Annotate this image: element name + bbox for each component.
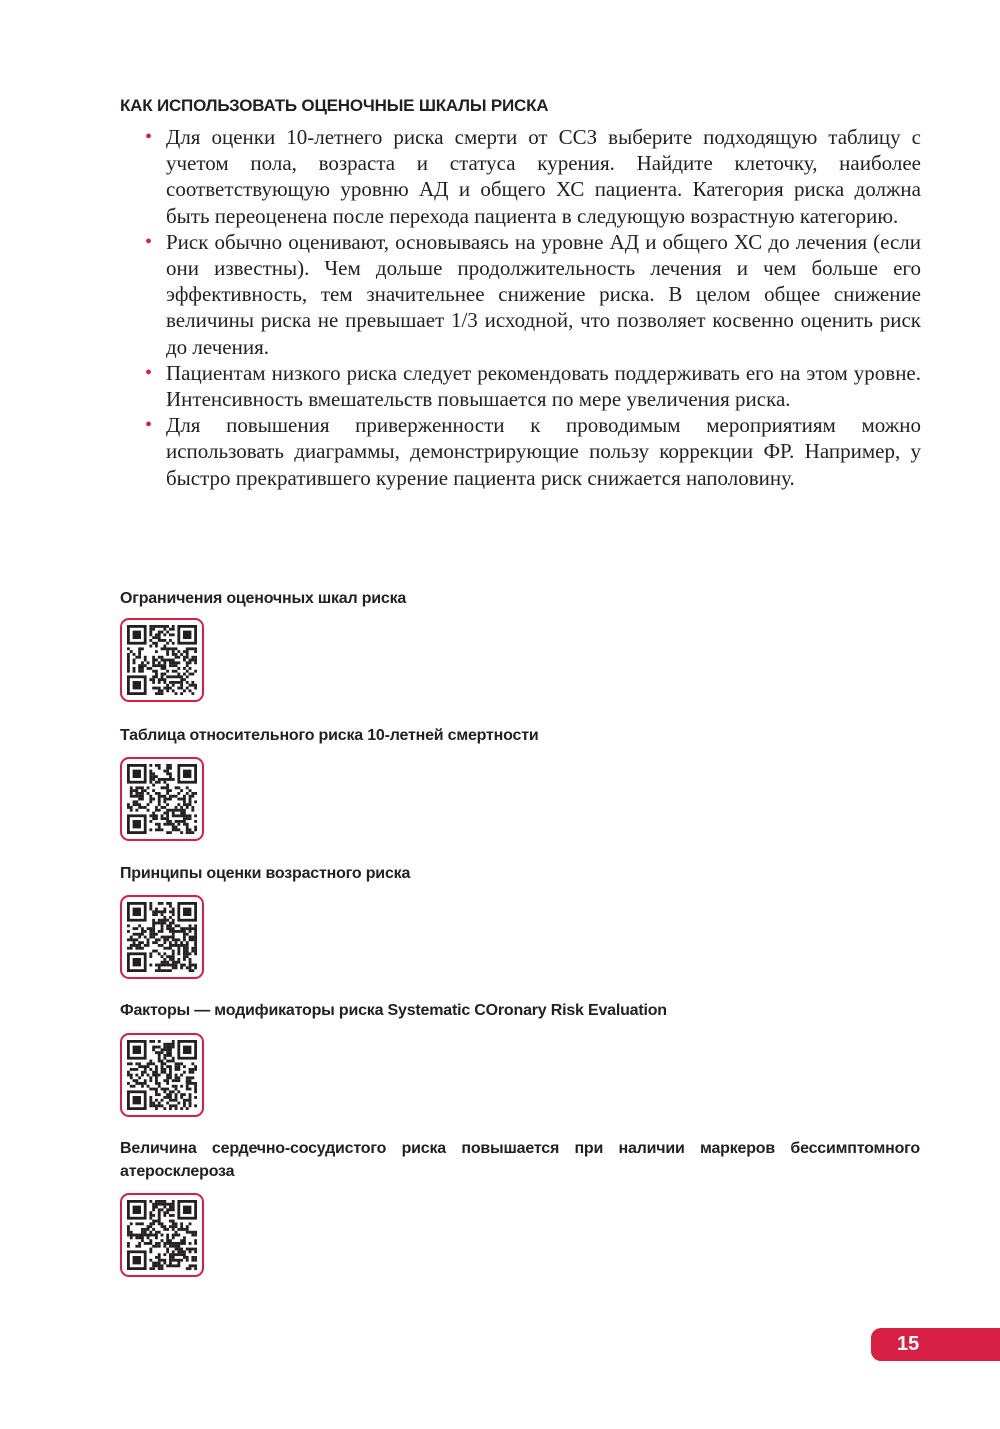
qr-block bbox=[120, 862, 920, 979]
section-heading: КАК ИСПОЛЬЗОВАТЬ ОЦЕНОЧНЫЕ ШКАЛЫ РИСКА bbox=[120, 96, 549, 115]
bullet-text: Для повышения приверженности к проводимым мероприятиям можно использовать диаграммы, демонстрирующие пользу коррекции ФР. Например, у быстро прекратившего курение пациента риск снижается наполовину. bbox=[166, 413, 921, 490]
qr-title: Величина сердечно-сосудистого риска повышается при наличии маркеров бессимптомного атеросклероза bbox=[120, 1140, 920, 1180]
list-item bbox=[145, 229, 921, 360]
bullet-list bbox=[145, 124, 921, 491]
qr-code-icon bbox=[127, 1040, 197, 1110]
qr-block bbox=[120, 1137, 920, 1277]
qr-block bbox=[120, 724, 920, 841]
qr-block bbox=[120, 999, 920, 1117]
bullet-icon: • bbox=[145, 361, 153, 384]
bullet-text: Риск обычно оценивают, основываясь на уровне АД и общего ХС до лечения (если они известны). Чем дольше продолжительность лечения и чем больше его эффективность, тем значительнее снижение риска. В целом общее снижение величины риска не превышает 1/3 исходной, что позволяет косвенно оценить риск до лечения. bbox=[166, 229, 921, 359]
qr-code-icon bbox=[127, 902, 197, 972]
list-item bbox=[145, 124, 921, 229]
qr-title: Принципы оценки возрастного риска bbox=[120, 865, 411, 882]
bullet-icon: • bbox=[145, 414, 153, 437]
qr-code-link[interactable] bbox=[120, 618, 204, 702]
list-item bbox=[145, 360, 921, 412]
bullet-icon: • bbox=[145, 230, 153, 253]
list-item bbox=[145, 412, 921, 491]
qr-title: Таблица относительного риска 10-летней смертности bbox=[120, 727, 539, 744]
qr-code-icon bbox=[127, 764, 197, 834]
qr-code-link[interactable] bbox=[120, 895, 204, 979]
page-number: 15 bbox=[897, 1333, 920, 1355]
bullet-icon: • bbox=[145, 126, 153, 148]
qr-code-link[interactable] bbox=[120, 1033, 204, 1117]
bullet-text: Для оценки 10-летнего риска смерти от ССЗ выберите подходящую таблицу с учетом пола, возраста и статуса курения. Найдите клеточку, наиболее соответствующую уровню АД и общего ХС пациента. Категория риска должна быть переоценена после перехода пациента в следующую возрастную категорию. bbox=[166, 125, 921, 228]
qr-code-link[interactable] bbox=[120, 757, 204, 841]
qr-code-icon bbox=[127, 1200, 197, 1270]
page-number-tab bbox=[871, 1328, 1000, 1361]
qr-title: Ограничения оценочных шкал риска bbox=[120, 590, 407, 607]
qr-title: Факторы — модификаторы риска Systematic COronary Risk Evaluation bbox=[120, 1002, 667, 1019]
qr-code-link[interactable] bbox=[120, 1193, 204, 1277]
bullet-text: Пациентам низкого риска следует рекомендовать поддерживать его на этом уровне. Интенсивность вмешательств повышается по мере увеличения риска. bbox=[166, 360, 921, 412]
qr-code-icon bbox=[127, 625, 197, 695]
qr-block bbox=[120, 587, 920, 702]
